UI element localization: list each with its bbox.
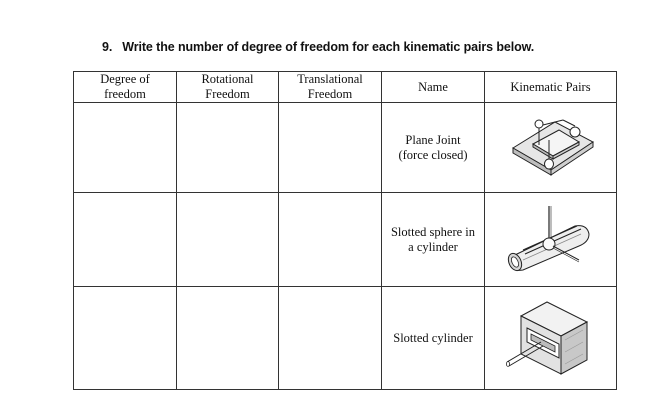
kinematic-pair-cell	[485, 103, 617, 193]
translational-cell[interactable]	[279, 103, 382, 193]
question-heading	[102, 40, 534, 54]
question-number: 9.	[102, 40, 113, 54]
question-text: Write the number of degree of freedom for each kinematic pairs below.	[122, 40, 535, 54]
header-name: Name	[382, 72, 485, 103]
dof-cell[interactable]	[74, 103, 177, 193]
rotational-cell[interactable]	[177, 103, 279, 193]
translational-cell[interactable]	[279, 193, 382, 287]
rotational-cell[interactable]	[177, 287, 279, 390]
kinematic-pair-cell	[485, 193, 617, 287]
slotted-sphere-cylinder-icon	[503, 204, 599, 276]
header-translational-freedom: Translational Freedom	[279, 72, 382, 103]
header-degree-of-freedom: Degree of freedom	[74, 72, 177, 103]
translational-cell[interactable]	[279, 287, 382, 390]
table-row	[74, 287, 617, 390]
dof-cell[interactable]	[74, 287, 177, 390]
plane-joint-icon	[503, 112, 599, 184]
header-kinematic-pairs: Kinematic Pairs	[485, 72, 617, 103]
name-cell: Plane Joint (force closed)	[382, 103, 485, 193]
header-row	[74, 72, 617, 103]
kinematic-pair-cell	[485, 287, 617, 390]
name-cell: Slotted cylinder	[382, 287, 485, 390]
rotational-cell[interactable]	[177, 193, 279, 287]
kinematic-pairs-table	[73, 71, 617, 390]
dof-cell[interactable]	[74, 193, 177, 287]
slotted-cylinder-icon	[503, 296, 599, 380]
table-row	[74, 103, 617, 193]
header-rotational-freedom: Rotational Freedom	[177, 72, 279, 103]
name-cell: Slotted sphere in a cylinder	[382, 193, 485, 287]
table-row	[74, 193, 617, 287]
